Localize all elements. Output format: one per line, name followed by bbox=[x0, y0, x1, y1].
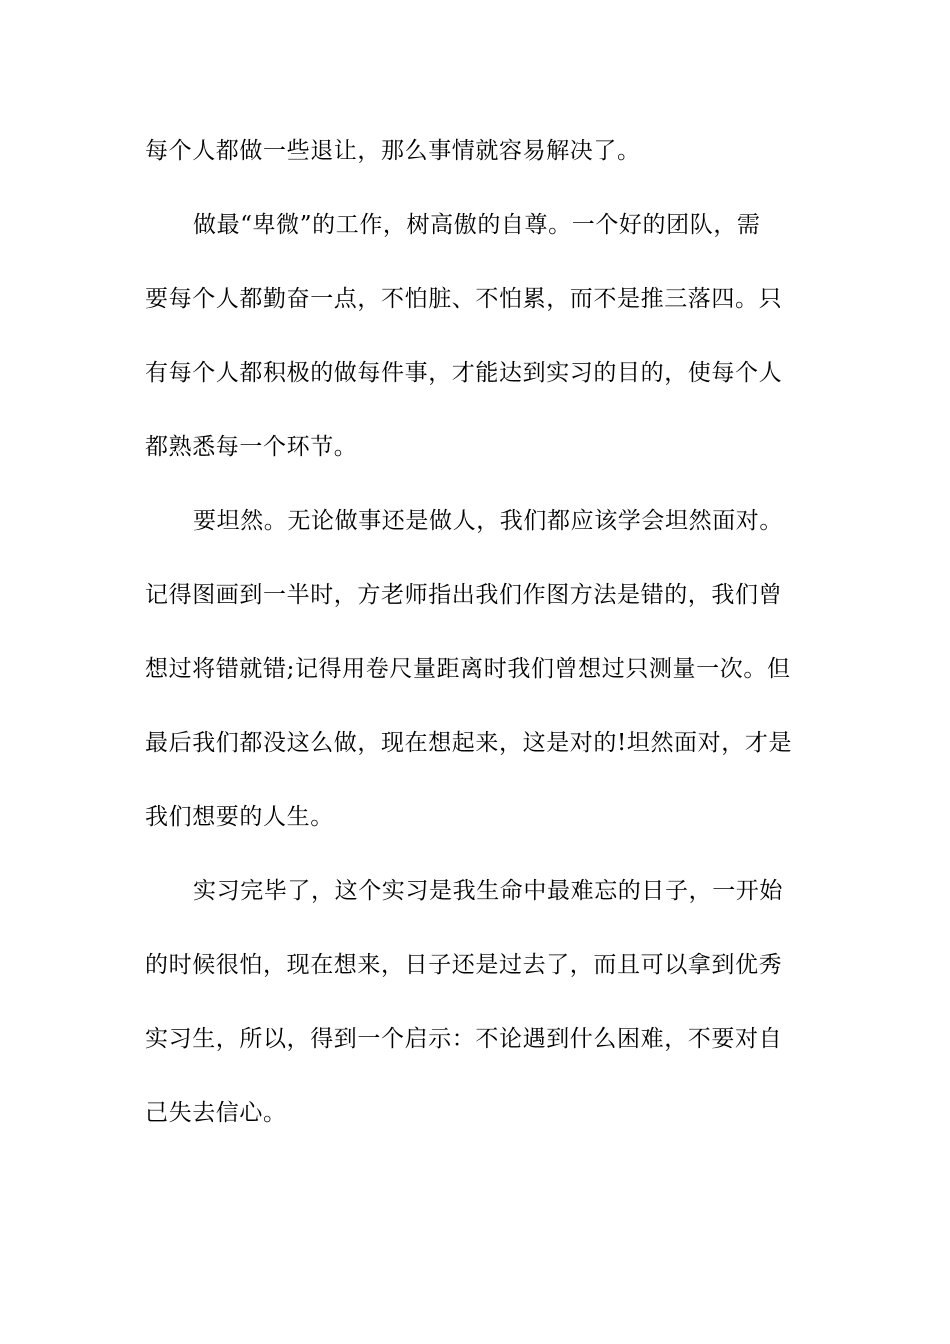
paragraph-line: 己失去信心。 bbox=[145, 1100, 287, 1126]
paragraph-4 bbox=[145, 866, 807, 1162]
paragraph-line: 记得图画到一半时，方老师指出我们作图方法是错的，我们曾 bbox=[145, 582, 783, 608]
paragraph-line: 要每个人都勤奋一点，不怕脏、不怕累，而不是推三落四。只 bbox=[145, 286, 783, 312]
paragraph-line: 每个人都做一些退让，那么事情就容易解决了。 bbox=[145, 138, 641, 164]
paragraph-2 bbox=[145, 200, 807, 496]
paragraph-line: 最后我们都没这么做，现在想起来，这是对的!坦然面对，才是 bbox=[145, 730, 793, 756]
paragraph-line: 的时候很怕，现在想来，日子还是过去了，而且可以拿到优秀 bbox=[145, 952, 783, 978]
paragraph-line: 实习完毕了，这个实习是我生命中最难忘的日子，一开始 bbox=[193, 878, 783, 904]
paragraph-line: 实习生，所以，得到一个启示：不论遇到什么困难，不要对自 bbox=[145, 1026, 783, 1052]
paragraph-line: 都熟悉每一个环节。 bbox=[145, 434, 358, 460]
document-body bbox=[145, 126, 807, 1162]
paragraph-line: 有每个人都积极的做每件事，才能达到实习的目的，使每个人 bbox=[145, 360, 783, 386]
paragraph-1 bbox=[145, 126, 807, 200]
paragraph-line: 我们想要的人生。 bbox=[145, 804, 334, 830]
paragraph-3 bbox=[145, 496, 807, 866]
paragraph-line: 要坦然。无论做事还是做人，我们都应该学会坦然面对。 bbox=[193, 508, 783, 534]
paragraph-line: 想过将错就错;记得用卷尺量距离时我们曾想过只测量一次。但 bbox=[145, 656, 791, 682]
paragraph-line: 做最“卑微”的工作，树高傲的自尊。一个好的团队，需 bbox=[193, 212, 761, 238]
